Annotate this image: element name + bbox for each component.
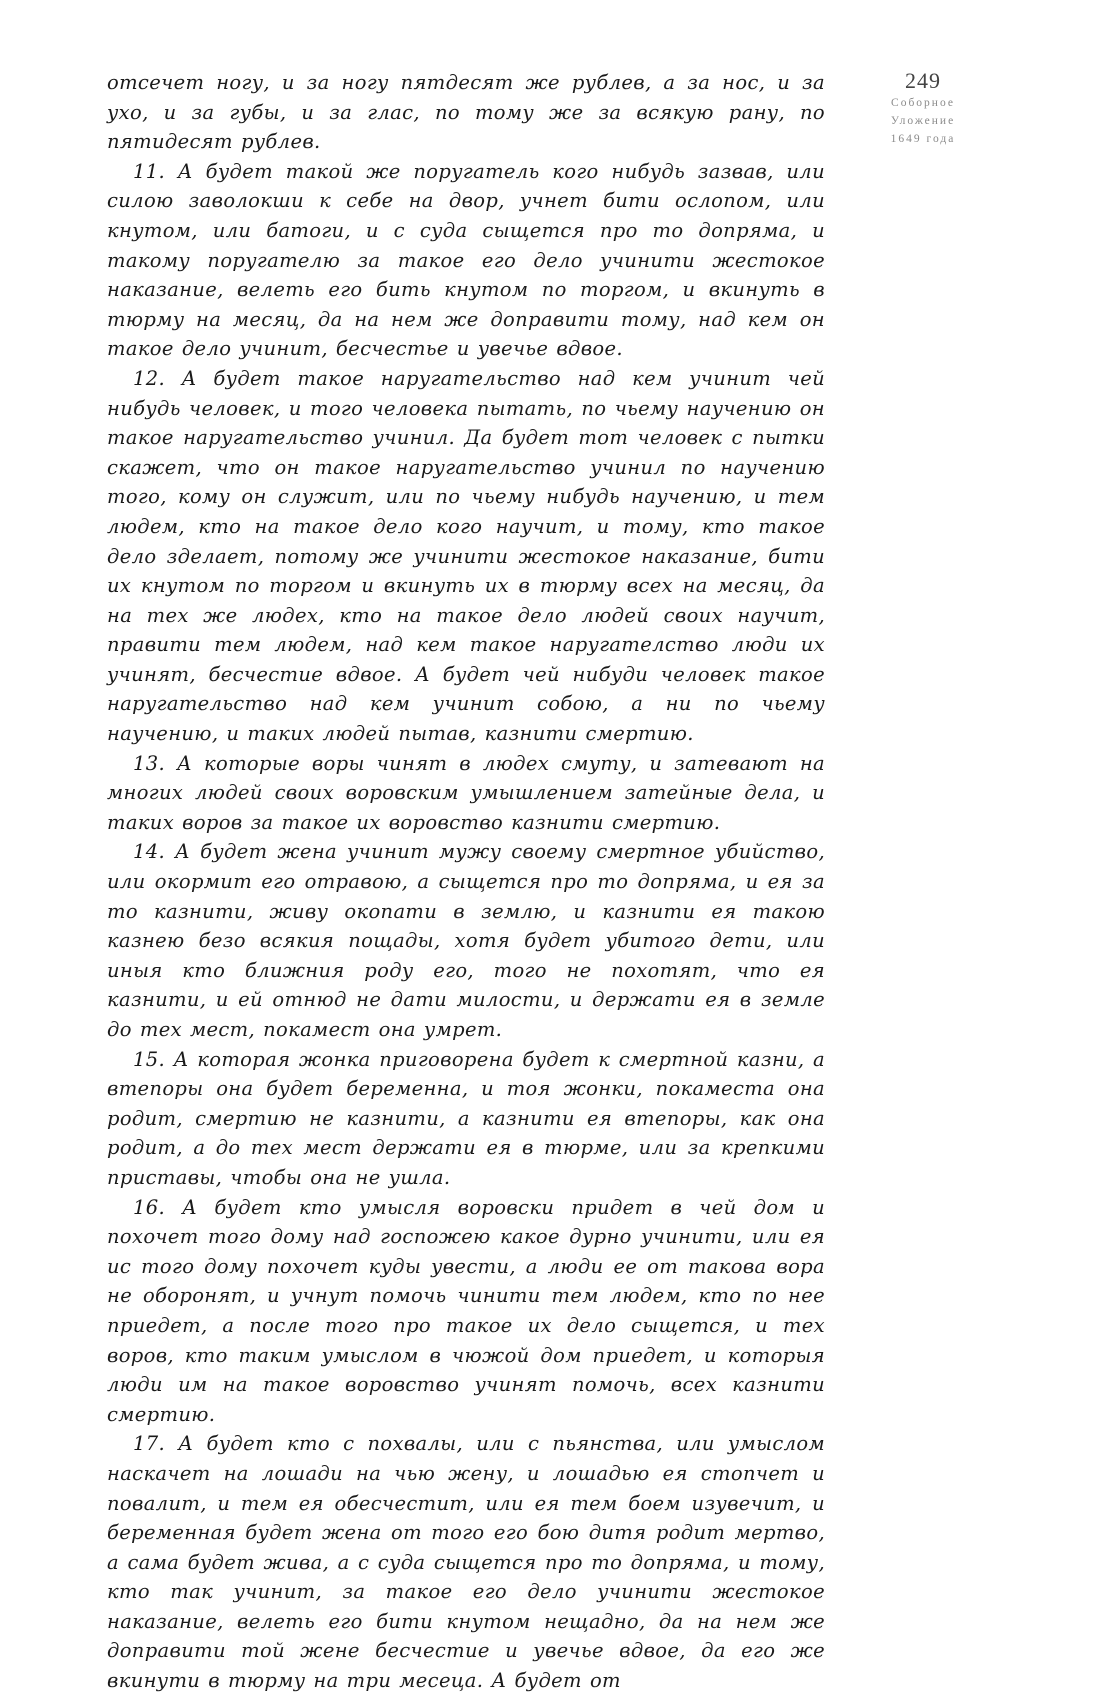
article-15: 15. А которая жонка приговорена будет к смертной казни, а втепоры она будет беременна, и тоя жонки, покаместа она родит, смертию не казнити, а казнити ея втепоры, как она родит, а до тех мест держати ея в тюрме, или за крепкими приставы, чтобы она не ушла.	[107, 1047, 825, 1189]
margin-ref-line: 1649 года	[890, 133, 956, 145]
article-17: 17. А будет кто с похвалы, или с пьянства, или умыслом наскачет на лошади на чью жену, и лошадью ея стопчет и повалит, и тем ея обесчестит, или ея тем боем изувечит, и беременная будет жена от того его бою дитя родит мертво, а сама будет жива, а с суда сыщется про то допряма, и тому, кто так учинит, за такое его дело учинити жестокое наказание, велеть его бити кнутом нещадно, да на нем же доправити той жене бесчестие и увечье вдвое, да его же вкинути в тюрму на три месеца. А будет от	[107, 1432, 825, 1693]
margin-ref-line: Соборное	[891, 97, 955, 109]
page-number: 249	[905, 68, 941, 93]
main-text-column	[107, 68, 825, 1696]
article-13: 13. А которые воры чинят в людех смуту, и затевают на многих людей своих воровским умышлением затейные дела, и таких воров за такое их воровство казнити смертию.	[107, 751, 825, 834]
paragraph-continuation: отсечет ногу, и за ногу пятдесят же рублев, а за нос, и за ухо, и за губы, и за глас, по тому же за всякую рану, по пятидесят рублев.	[107, 71, 825, 154]
margin-note	[868, 68, 978, 148]
margin-ref-line: Уложение	[890, 115, 956, 127]
article-14: 14. А будет жена учинит мужу своему смертное убийство, или окормит его отравою, а сыщется про то допряма, и ея за то казнити, живу окопати в землю, и казнити ея такою казнею безо всякия пощады, хотя будет убитого дети, или иныя кто ближния роду его, того не похотят, что ея казнити, и ей отнюд не дати милости, и держати ея в земле до тех мест, покамест она умрет.	[107, 840, 825, 1041]
article-11: 11. А будет такой же поругатель кого нибудь зазвав, или силою заволокши к себе на двор, учнет бити ослопом, или кнутом, или батоги, и с суда сыщется про то допряма, и такому поругателю за такое его дело учинити жестокое наказание, велеть его бить кнутом по торгом, и вкинуть в тюрму на месяц, да на нем же доправити тому, над кем он такое дело учинит, бесчестье и увечье вдвое.	[107, 159, 825, 361]
article-16: 16. А будет кто умысля воровски придет в чей дом и похочет того дому над госпожею какое дурно учинити, или ея ис того дому похочет куды увести, а люди ее от такова вора не оборонят, и учнут помочь чинити тем людем, кто по нее приедет, а после того про такое их дело сыщется, и тех воров, кто таким умыслом в чюжой дом приедет, и которыя люди им на такое воровство учинят помочь, всех казнити смертию.	[107, 1195, 825, 1426]
article-12: 12. А будет такое наругательство над кем учинит чей нибудь человек, и того человека пытать, по чьему научению он такое наругательство учинил. Да будет тот человек с пытки скажет, что он такое наругательство учинил по научению того, кому он служит, или по чьему нибудь научению, и тем людем, кто на такое дело кого научит, и тому, кто такое дело зделает, потому же учинити жестокое наказание, бити их кнутом по торгом и вкинуть их в тюрму всех на месяц, да на тех же людех, кто на такое дело людей своих научит, правити тем людем, над кем такое наругателство люди их учинят, бесчестие вдвое. А будет чей нибуди человек такое наругательство над кем учинит собою, а ни по чьему научению, и таких людей пытав, казнити смертию.	[107, 366, 825, 746]
